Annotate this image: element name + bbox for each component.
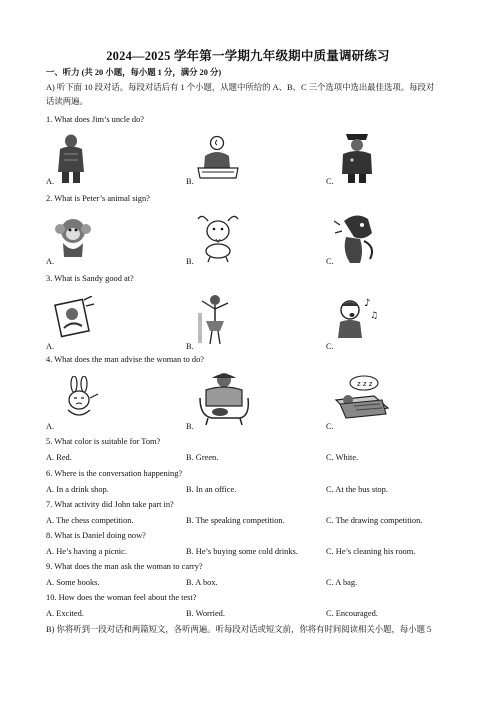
monkey-icon (52, 215, 94, 259)
q4-option-a: A. (46, 422, 55, 431)
q1-option-c: C. (326, 177, 334, 186)
question-10: 10. How does the woman feel about the test? (46, 593, 197, 602)
resting-in-chair-icon (196, 372, 252, 426)
q8-option-a: A. He’s having a picnic. (46, 547, 127, 556)
singing-boy-icon (334, 296, 378, 342)
svg-text:♫: ♫ (370, 311, 378, 321)
q10-option-c: C. Encouraged. (326, 609, 378, 618)
police-officer-icon (338, 126, 376, 184)
q6-option-b: B. In an office. (186, 485, 237, 494)
q7-option-c: C. The drawing competition. (326, 516, 423, 525)
q2-option-c: C. (326, 257, 334, 266)
q2-option-b: B. (186, 257, 194, 266)
q5-option-b: B. Green. (186, 453, 219, 462)
q4-option-c: C. (326, 422, 334, 431)
question-3: 3. What is Sandy good at? (46, 274, 134, 283)
q10-option-b: B. Worried. (186, 609, 225, 618)
q6-option-a: A. In a drink shop. (46, 485, 109, 494)
page-title: 2024—2025 学年第一学期九年级期中质量调研练习 (106, 49, 390, 63)
sleeping-in-bed-icon (334, 374, 390, 422)
goat-icon (196, 213, 240, 263)
q9-option-b: B. A box. (186, 578, 218, 587)
q9-option-c: C. A bag. (326, 578, 358, 587)
question-5: 5. What color is suitable for Tom? (46, 437, 161, 446)
worker-figure-icon (54, 132, 88, 184)
q8-option-c: C. He’s cleaning his room. (326, 547, 416, 556)
man-at-desk-icon (196, 134, 240, 182)
q1-option-a: A. (46, 177, 55, 186)
part-a-instructions-cont: 话读两遍。 (46, 97, 88, 106)
q3-option-a: A. (46, 342, 55, 351)
question-6: 6. Where is the conversation happening? (46, 469, 183, 478)
q9-option-a: A. Some books. (46, 578, 100, 587)
question-2: 2. What is Peter’s animal sign? (46, 194, 150, 203)
question-7: 7. What activity did John take part in? (46, 500, 174, 509)
q5-option-a: A. Red. (46, 453, 72, 462)
svg-text:z z z: z z z (357, 380, 373, 388)
tired-rabbit-icon (60, 376, 100, 424)
question-9: 9. What does the man ask the woman to carry? (46, 562, 203, 571)
painting-icon (54, 296, 94, 340)
q1-option-b: B. (186, 177, 194, 186)
section-heading: 一、听力 (共 20 小题，每小题 1 分，满分 20 分) (46, 68, 222, 77)
question-1: 1. What does Jim’s uncle do? (46, 115, 145, 124)
q5-option-c: C. White. (326, 453, 359, 462)
q10-option-a: A. Excited. (46, 609, 84, 618)
q7-option-b: B. The speaking competition. (186, 516, 285, 525)
q6-option-c: C. At the bus stop. (326, 485, 388, 494)
dragon-icon (334, 211, 378, 265)
q2-option-a: A. (46, 257, 55, 266)
question-4: 4. What does the man advise the woman to do? (46, 355, 205, 364)
q4-option-b: B. (186, 422, 194, 431)
q3-option-b: B. (186, 342, 194, 351)
part-b-instructions: B) 你将听到一段对话和两篇短文，各听两遍。听每段对话或短文前，你将有时间阅读相关小题，每小题 5 (46, 625, 432, 634)
question-8: 8. What is Daniel doing now? (46, 531, 146, 540)
svg-text:♪: ♪ (364, 298, 371, 309)
q7-option-a: A. The chess competition. (46, 516, 134, 525)
q3-option-c: C. (326, 342, 334, 351)
part-a-instructions: A) 听下面 10 段对话。每段对话后有 1 个小题，从题中所给的 A、B、C 三个选项中选出最佳选项。每段对 (46, 83, 435, 92)
q8-option-b: B. He’s buying some cold drinks. (186, 547, 298, 556)
dancing-girl-icon (198, 293, 232, 345)
